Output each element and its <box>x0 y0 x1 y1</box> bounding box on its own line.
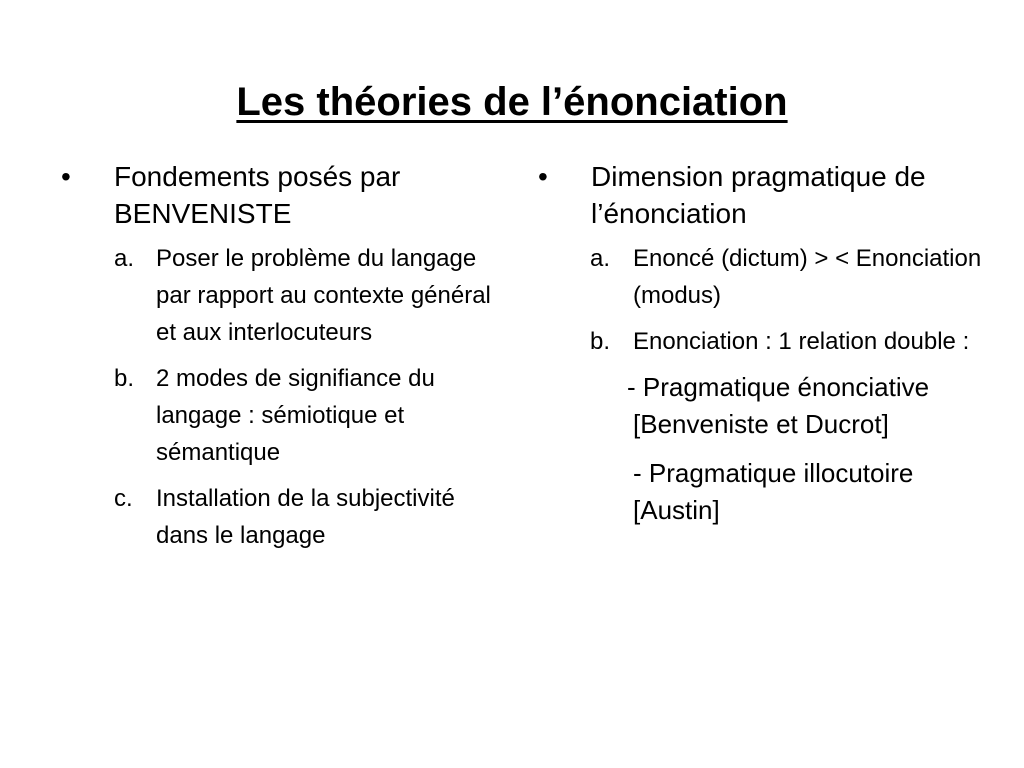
list-item <box>533 240 993 314</box>
list-item <box>533 323 993 360</box>
right-sub-list <box>533 240 993 360</box>
left-bullet <box>56 158 506 232</box>
extra-text: - Pragmatique illocutoire [Austin] <box>633 458 914 525</box>
list-item-text: Poser le problème du langage par rapport au contexte général et aux interlocuteurs <box>156 245 491 346</box>
list-item-text: 2 modes de signifiance du langage : sémiotique et sémantique <box>156 365 435 466</box>
left-bullet-text: Fondements posés par BENVENISTE <box>114 161 401 229</box>
list-item <box>56 480 506 554</box>
list-item <box>56 240 506 351</box>
slide-title-text: Les théories de l’énonciation <box>236 80 788 124</box>
list-marker: a. <box>590 245 611 272</box>
right-bullet <box>533 158 993 232</box>
slide-title <box>0 76 1024 128</box>
pragmatique-enonciative-line <box>533 369 993 443</box>
left-column <box>56 158 506 563</box>
list-item-text: Enoncé (dictum) > < Enonciation (modus) <box>633 245 982 309</box>
pragmatique-illocutoire-line <box>533 455 993 529</box>
left-sub-list <box>56 240 506 554</box>
list-marker: b. <box>114 365 135 392</box>
right-bullet-text: Dimension pragmatique de l’énonciation <box>591 161 926 229</box>
extra-text: - Pragmatique énonciative [Benveniste et Ducrot] <box>627 372 930 439</box>
bullet-dot-icon: • <box>538 161 548 192</box>
list-item-text: Installation de la subjectivité dans le langage <box>156 485 455 549</box>
list-marker: b. <box>590 328 611 355</box>
list-item-text: Enonciation : 1 relation double : <box>633 328 970 355</box>
right-column <box>533 158 993 529</box>
list-item <box>56 360 506 471</box>
list-marker: c. <box>114 485 133 512</box>
list-marker: a. <box>114 245 135 272</box>
bullet-dot-icon: • <box>61 161 71 192</box>
